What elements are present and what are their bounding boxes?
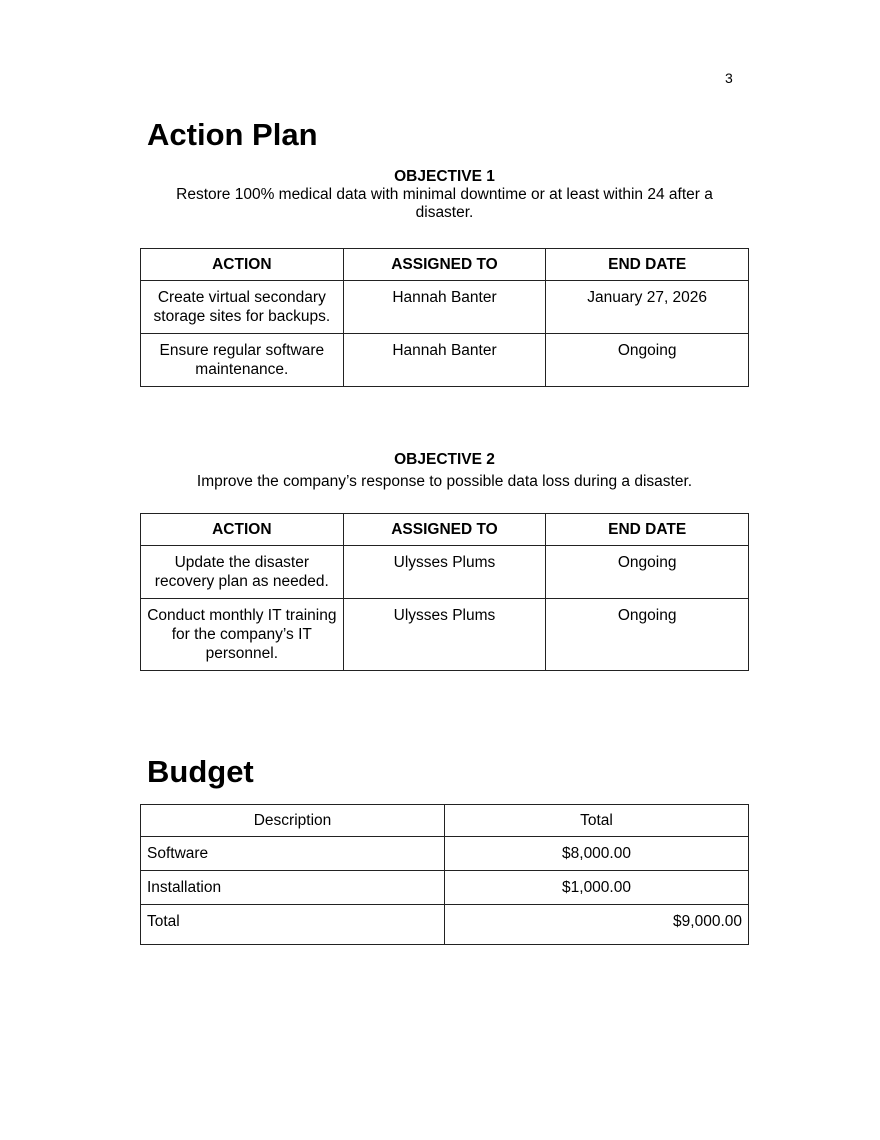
header-assigned: ASSIGNED TO [343,514,546,546]
objective-label: OBJECTIVE 1 [394,168,495,185]
cell-end-date: Ongoing [546,599,749,671]
objective-1 [140,168,749,222]
objective-2-table [140,513,749,671]
cell-total: $1,000.00 [445,871,749,905]
objective-label: OBJECTIVE 2 [394,451,495,468]
action-plan-heading: Action Plan [147,117,318,152]
cell-action: Ensure regular software maintenance. [141,334,344,387]
cell-assigned: Ulysses Plums [343,599,546,671]
cell-total: $9,000.00 [445,905,749,945]
cell-action: Conduct monthly IT training for the company’s IT personnel. [141,599,344,671]
table-row [141,837,749,871]
objective-1-table [140,248,749,387]
header-description: Description [141,805,445,837]
header-assigned: ASSIGNED TO [343,249,546,281]
cell-action: Update the disaster recovery plan as needed. [141,546,344,599]
cell-end-date: Ongoing [546,334,749,387]
cell-end-date: January 27, 2026 [546,281,749,334]
header-action: ACTION [141,514,344,546]
header-end-date: END DATE [546,249,749,281]
cell-assigned: Ulysses Plums [343,546,546,599]
table-row [141,905,749,945]
cell-assigned: Hannah Banter [343,281,546,334]
table-row [141,546,749,599]
table-row [141,334,749,387]
cell-total: $8,000.00 [445,837,749,871]
cell-assigned: Hannah Banter [343,334,546,387]
header-total: Total [445,805,749,837]
page-number: 3 [725,70,733,86]
budget-heading: Budget [147,754,254,789]
header-end-date: END DATE [546,514,749,546]
cell-end-date: Ongoing [546,546,749,599]
cell-description: Total [141,905,445,945]
cell-action: Create virtual secondary storage sites for backups. [141,281,344,334]
cell-description: Installation [141,871,445,905]
cell-description: Software [141,837,445,871]
objective-2 [140,451,749,491]
objective-text: Restore 100% medical data with minimal downtime or at least within 24 after a disaster. [176,186,713,221]
header-action: ACTION [141,249,344,281]
budget-table [140,804,749,945]
table-row [141,281,749,334]
objective-text: Improve the company’s response to possible data loss during a disaster. [196,473,693,490]
table-row [141,871,749,905]
table-row [141,599,749,671]
